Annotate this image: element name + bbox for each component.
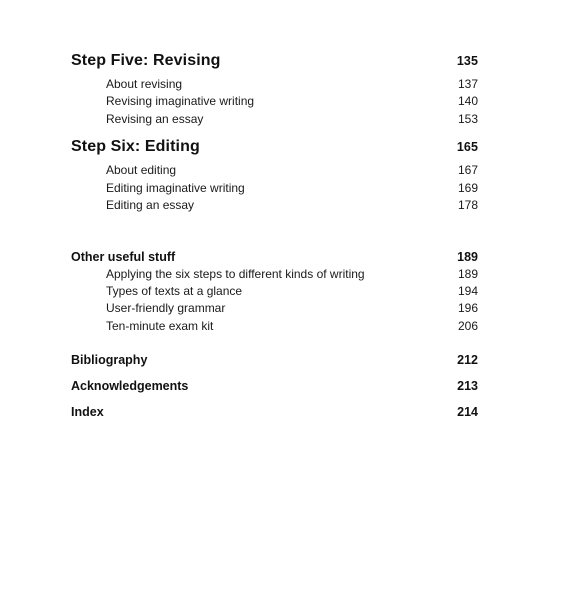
toc-entry-page: 165 (456, 140, 478, 154)
toc-entry-acknowledgements[interactable] (71, 379, 478, 393)
toc-entry-other-useful-stuff[interactable] (71, 250, 478, 264)
toc-entry-title: Other useful stuff (71, 250, 176, 264)
toc-entry-page: 214 (457, 405, 478, 419)
toc-subentry[interactable] (71, 77, 478, 91)
toc-subentry-title: User-friendly grammar (106, 301, 226, 315)
toc-entry-step-five[interactable] (71, 52, 478, 70)
toc-subentry-page: 196 (457, 301, 478, 315)
toc-entry-page: 189 (457, 250, 478, 264)
toc-entry-title: Bibliography (71, 353, 148, 367)
toc-entry-title: Step Five: Revising (71, 52, 221, 69)
toc-subentry[interactable] (71, 284, 478, 298)
toc-subentry[interactable] (71, 181, 478, 195)
toc-subentry-page: 167 (457, 163, 478, 177)
toc-subentry-page: 153 (457, 112, 478, 126)
toc-subentry[interactable] (71, 198, 478, 212)
toc-subentry-title: Editing imaginative writing (106, 181, 245, 195)
toc-subentry[interactable] (71, 267, 478, 281)
toc-subentry[interactable] (71, 94, 478, 108)
toc-subentry[interactable] (71, 301, 478, 315)
toc-subentry-page: 178 (457, 198, 478, 212)
toc-subentry-page: 194 (457, 284, 478, 298)
toc-subentry-page: 189 (457, 267, 478, 281)
toc-entry-title: Index (71, 405, 104, 419)
toc-subentry-title: Applying the six steps to different kinds of writing (106, 267, 365, 281)
toc-entry-page: 135 (456, 54, 478, 68)
toc-entry-page: 212 (457, 353, 478, 367)
toc-subentry[interactable] (71, 163, 478, 177)
toc-subentry-title: Types of texts at a glance (106, 284, 243, 298)
toc-subentry-page: 137 (457, 77, 478, 91)
toc-subentry-page: 169 (457, 181, 478, 195)
toc-entry-title: Acknowledgements (71, 379, 189, 393)
toc-entry-title: Step Six: Editing (71, 138, 200, 155)
toc-subentry-title: About editing (106, 163, 177, 177)
toc-subentry-page: 140 (457, 94, 478, 108)
toc-subentry-title: Editing an essay (106, 198, 195, 212)
toc-subentry[interactable] (71, 112, 478, 126)
toc-entry-page: 213 (457, 379, 478, 393)
toc-subentry-title: Revising imaginative writing (106, 94, 255, 108)
toc-subentry-title: Revising an essay (106, 112, 204, 126)
toc-subentry-title: About revising (106, 77, 183, 91)
toc-subentry-page: 206 (457, 319, 478, 333)
toc-subentry[interactable] (71, 319, 478, 333)
toc-entry-bibliography[interactable] (71, 353, 478, 367)
toc-entry-step-six[interactable] (71, 138, 478, 156)
toc-subentry-title: Ten-minute exam kit (106, 319, 214, 333)
toc-entry-index[interactable] (71, 405, 478, 419)
